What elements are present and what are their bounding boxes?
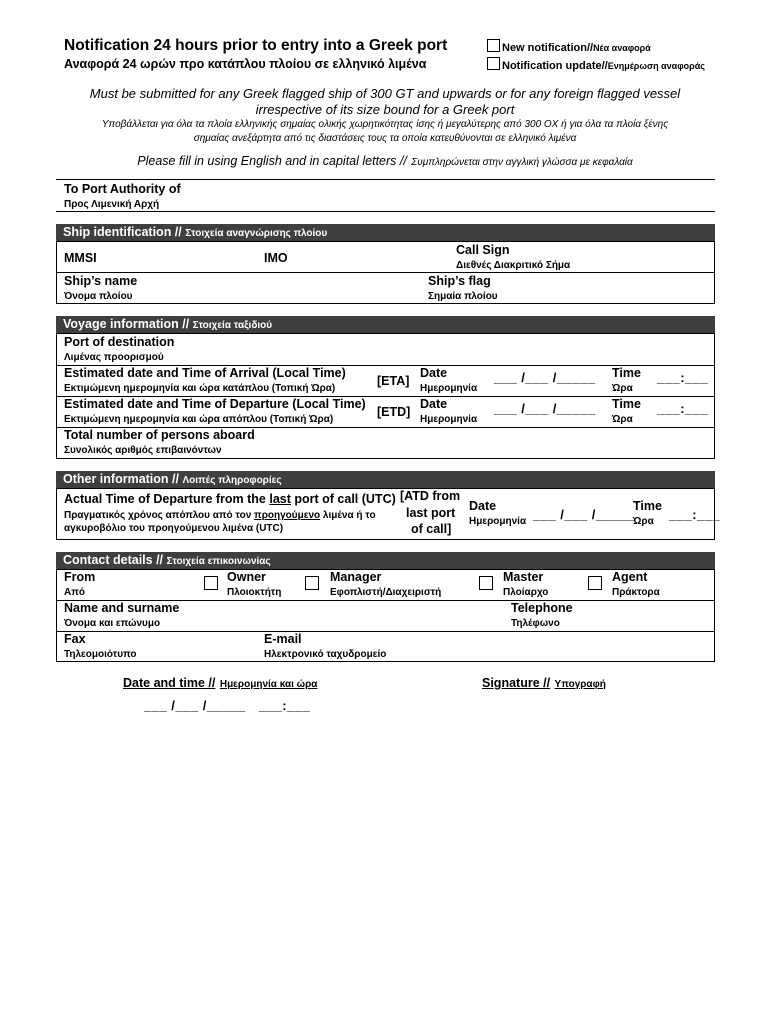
form-title: Notification 24 hours prior to entry into a Greek port [64, 37, 448, 54]
atd-label-greek-2: αγκυροβόλιο του προηγούμενου λιμένα (UTC) [64, 523, 284, 534]
signature-field[interactable] [482, 692, 682, 722]
eta-time-label: Time [612, 366, 641, 380]
section-header-ship: Ship identification // Στοιχεία αναγνώρισης πλοίου [56, 224, 715, 241]
owner-label-greek: Πλοιοκτήτη [227, 587, 282, 598]
atd-label: Actual Time of Departure from the last port of call (UTC) [64, 492, 396, 506]
divider [56, 179, 715, 180]
etd-label: Estimated date and Time of Departure (Local Time) [64, 397, 366, 411]
manager-label-greek: Εφοπλιστή/Διαχειριστή [330, 587, 442, 598]
eta-date-label-greek: Ημερομηνία [420, 383, 478, 394]
owner-label: Owner [227, 570, 266, 584]
form-title-greek: Αναφορά 24 ωρών προ κατάπλου πλοίου σε ελληνικό λιμένα [64, 57, 427, 71]
contact-name-field[interactable] [190, 600, 490, 628]
port-authority-field[interactable] [200, 182, 700, 210]
email-label-greek: Ηλεκτρονικό ταχυδρομείο [264, 649, 387, 660]
atd-time-label: Time [633, 499, 662, 513]
agent-checkbox[interactable] [588, 576, 602, 590]
manager-label: Manager [330, 570, 382, 584]
telephone-label: Telephone [511, 601, 573, 615]
fill-instruction: Please fill in using English and in capital letters // Συμπληρώνεται στην αγγλική γλώσσα με κεφαλαία [137, 154, 633, 168]
destination-label: Port of destination [64, 335, 175, 349]
eta-label: Estimated date and Time of Arrival (Local Time) [64, 366, 346, 380]
callsign-label: Call Sign [456, 243, 510, 257]
atd-time-field[interactable]: ___:___ [669, 507, 721, 522]
ship-name-label-greek: Όνομα πλοίου [64, 291, 133, 302]
atd-date-field[interactable]: ___ /___ /_____ [533, 507, 635, 522]
divider [56, 211, 715, 212]
master-label: Master [503, 570, 544, 584]
etd-time-label: Time [612, 397, 641, 411]
imo-field[interactable] [295, 244, 445, 270]
eta-label-greek: Εκτιμώμενη ημερομηνία και ώρα κατάπλου (Τοπική Ώρα) [64, 383, 336, 394]
persons-field[interactable] [270, 428, 700, 456]
footer-date-field[interactable]: ___ /___ /_____ [144, 698, 246, 713]
atd-tag-3: of call] [411, 522, 452, 536]
agent-label: Agent [612, 570, 648, 584]
section-header-contact: Contact details // Στοιχεία επικοινωνίας [56, 552, 715, 569]
fax-label: Fax [64, 632, 86, 646]
from-label: From [64, 570, 96, 584]
eta-tag: [ETA] [377, 374, 410, 388]
eta-time-label-greek: Ώρα [612, 383, 633, 394]
email-label: E-mail [264, 632, 302, 646]
mmsi-label: MMSI [64, 251, 97, 265]
eta-date-label: Date [420, 366, 448, 380]
etd-date-label-greek: Ημερομηνία [420, 414, 478, 425]
ship-flag-label-greek: Σημαία πλοίου [428, 291, 498, 302]
footer-datetime-label: Date and time // Ημερομηνία και ώρα [123, 676, 318, 690]
instruction-line-1: Must be submitted for any Greek flagged ship of 300 GT and upwards or for any foreign flagged vessel [89, 86, 681, 101]
master-label-greek: Πλοίαρχο [503, 587, 549, 598]
destination-label-greek: Λιμένας προορισμού [64, 352, 164, 363]
etd-date-label: Date [420, 397, 448, 411]
mmsi-field[interactable] [110, 244, 250, 270]
fax-field[interactable] [100, 631, 250, 659]
persons-label-greek: Συνολικός αριθμός επιβαινόντων [64, 445, 222, 456]
footer-time-field[interactable]: ___:___ [259, 698, 311, 713]
atd-tag-2: last port [406, 506, 456, 520]
etd-time-field[interactable]: ___:___ [657, 401, 709, 416]
eta-date-field[interactable]: ___ /___ /_____ [494, 370, 596, 385]
imo-label: IMO [264, 251, 288, 265]
etd-date-field[interactable]: ___ /___ /_____ [494, 401, 596, 416]
fax-label-greek: Τηλεομοιότυπο [64, 649, 137, 660]
instruction-greek-1: Υποβάλλεται για όλα τα πλοία ελληνικής σημαίας ολικής χωρητικότητας ίσης ή μεγαλύτερης από 300 ΟΧ ή για όλα τα πλοία ξένης [101, 119, 669, 130]
update-notification-option[interactable]: Notification update//Ενημέρωση αναφοράς [487, 57, 705, 72]
footer-signature-label: Signature // Υπογραφή [482, 676, 606, 690]
atd-date-label-greek: Ημερομηνία [469, 516, 527, 527]
atd-time-label-greek: Ώρα [633, 516, 654, 527]
etd-label-greek: Εκτιμώμενη ημερομηνία και ώρα απόπλου (Τοπική Ώρα) [64, 414, 334, 425]
port-authority-label: To Port Authority of [64, 182, 181, 196]
atd-date-label: Date [469, 499, 497, 513]
owner-checkbox[interactable] [204, 576, 218, 590]
agent-label-greek: Πράκτορα [612, 587, 660, 598]
new-notification-checkbox[interactable] [487, 39, 500, 52]
eta-time-field[interactable]: ___:___ [657, 370, 709, 385]
section-header-other: Other information // Λοιπές πληροφορίες [56, 471, 715, 488]
telephone-label-greek: Τηλέφωνο [511, 618, 560, 629]
atd-label-greek-1: Πραγματικός χρόνος απόπλου από τον προηγούμενο λιμένα ή το [64, 510, 376, 521]
destination-field[interactable] [200, 335, 700, 363]
ship-flag-label: Ship’s flag [428, 274, 491, 288]
update-notification-checkbox[interactable] [487, 57, 500, 70]
master-checkbox[interactable] [479, 576, 493, 590]
manager-checkbox[interactable] [305, 576, 319, 590]
persons-label: Total number of persons aboard [64, 428, 255, 442]
port-authority-label-greek: Προς Λιμενική Αρχή [64, 199, 160, 210]
from-label-greek: Από [64, 587, 85, 598]
section-header-voyage: Voyage information // Στοιχεία ταξιδιού [56, 316, 715, 333]
ship-name-field[interactable] [170, 273, 420, 301]
contact-name-label: Name and surname [64, 601, 180, 615]
atd-tag-1: [ATD from [400, 489, 461, 503]
callsign-label-greek: Διεθνές Διακριτικό Σήμα [456, 260, 571, 271]
new-notification-option[interactable]: New notification//Νέα αναφορά [487, 39, 651, 54]
ship-name-label: Ship’s name [64, 274, 138, 288]
etd-tag: [ETD] [377, 405, 411, 419]
instruction-line-2: irrespective of its size bound for a Greek port [255, 102, 515, 117]
instruction-greek-2: σημαίας ανεξάρτητα από τις διαστάσεις τους τα οποία κατευθύνονται σε ελληνικό λιμένα [193, 133, 577, 144]
etd-time-label-greek: Ώρα [612, 414, 633, 425]
contact-name-label-greek: Όνομα και επώνυμο [64, 618, 161, 629]
